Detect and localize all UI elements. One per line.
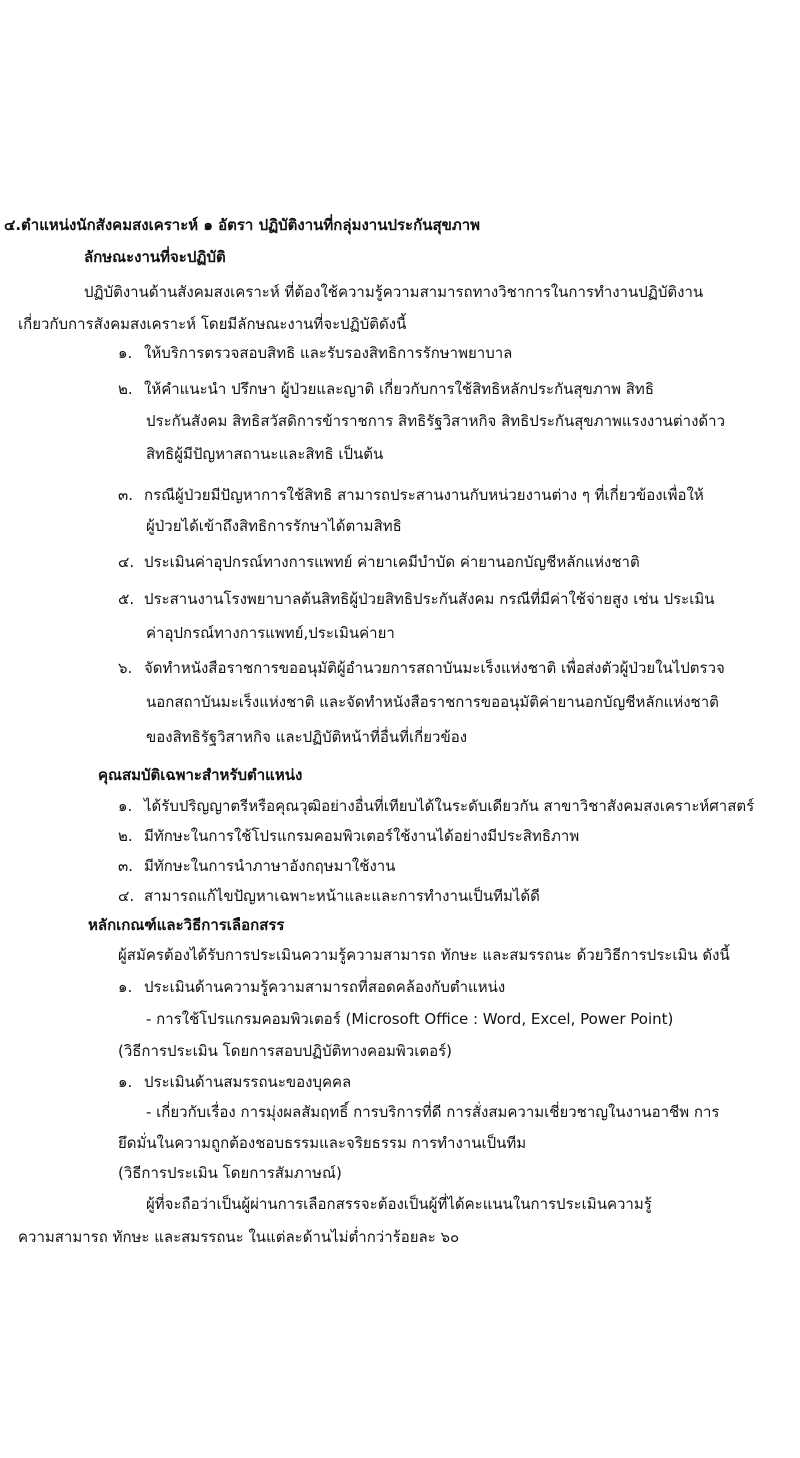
duty-text: กรณีผู้ป่วยมีปัญหาการใช้สิทธิ สามารถประสานงานกับหน่วยงานต่าง ๆ ที่เกี่ยวข้องเพื่อให้ xyxy=(144,486,704,504)
selection-item-1-detail: - การใช้โปรแกรมคอมพิวเตอร์ (Microsoft Office : Word, Excel, Power Point) xyxy=(146,1010,674,1028)
selection-item-2 xyxy=(118,1071,351,1093)
duty-text: ให้คำแนะนำ ปรึกษา ผู้ป่วยและญาติ เกี่ยวกับการใช้สิทธิหลักประกันสุขภาพ สิทธิ xyxy=(144,380,654,398)
selection-item-2-method: (วิธีการประเมิน โดยการสัมภาษณ์) xyxy=(118,1164,342,1182)
duty-text-continued: นอกสถาบันมะเร็งแห่งชาติ และจัดทำหนังสือราชการขออนุมัติค่ายานอกบัญชีหลักแห่งชาติ xyxy=(146,693,719,711)
duty-text-continued: ค่าอุปกรณ์ทางการแพทย์,ประเมินค่ายา xyxy=(146,624,395,642)
duty-text-continued: ของสิทธิรัฐวิสาหกิจ และปฏิบัติหน้าที่อื่นที่เกี่ยวข้อง xyxy=(146,728,468,746)
duty-item-6 xyxy=(118,657,725,679)
selection-item-1-method: (วิธีการประเมิน โดยการสอบปฏิบัติทางคอมพิวเตอร์) xyxy=(118,1042,453,1060)
duty-item-1 xyxy=(118,342,512,364)
selection-number: ๑. xyxy=(118,1073,133,1091)
duty-number: ๒. xyxy=(118,380,133,398)
selection-item-1 xyxy=(118,976,505,998)
section-heading: ๔.ตำแหน่งนักสังคมสงเคราะห์ ๑ อัตรา ปฏิบัติงานที่กลุ่มงานประกันสุขภาพ xyxy=(4,216,481,234)
duty-number: ๑. xyxy=(118,344,133,362)
qualification-number: ๑. xyxy=(118,797,133,815)
qualification-text: มีทักษะในการใช้โปรแกรมคอมพิวเตอร์ใช้งานได้อย่างมีประสิทธิภาพ xyxy=(144,827,580,845)
qualification-text: ได้รับปริญญาตรีหรือคุณวุฒิอย่างอื่นที่เทียบได้ในระดับเดียวกัน สาขาวิชาสังคมสงเคราะห์ศาสตร์ xyxy=(144,797,755,815)
qualification-item-1 xyxy=(118,795,754,817)
duty-number: ๖. xyxy=(118,659,133,677)
selection-item-title: ประเมินด้านสมรรถนะของบุคคล xyxy=(144,1073,352,1091)
qualification-text: สามารถแก้ไขปัญหาเฉพาะหน้าและและการทำงานเป็นทีมได้ดี xyxy=(144,887,540,905)
duty-text-continued: ประกันสังคม สิทธิสวัสดิการข้าราชการ สิทธิรัฐวิสาหกิจ สิทธิประกันสุขภาพแรงงานต่างด้าว xyxy=(146,412,726,430)
duty-text-continued: สิทธิผู้มีปัญหาสถานะและสิทธิ เป็นต้น xyxy=(146,445,384,463)
duties-title: ลักษณะงานที่จะปฏิบัติ xyxy=(84,248,226,266)
selection-item-title: ประเมินด้านความรู้ความสามารถที่สอดคล้องกับตำแหน่ง xyxy=(144,978,506,996)
qualification-text: มีทักษะในการนำภาษาอังกฤษมาใช้งาน xyxy=(144,857,396,875)
qualification-item-2 xyxy=(118,825,579,847)
duty-text: ประสานงานโรงพยาบาลต้นสิทธิผู้ป่วยสิทธิประกันสังคม กรณีที่มีค่าใช้จ่ายสูง เช่น ประเมิน xyxy=(144,590,715,608)
selection-number: ๑. xyxy=(118,978,133,996)
duty-number: ๕. xyxy=(118,590,135,608)
duty-number: ๔. xyxy=(118,553,135,571)
qualification-number: ๓. xyxy=(118,857,134,875)
duty-item-5 xyxy=(118,588,714,610)
qualification-number: ๒. xyxy=(118,827,133,845)
qualification-item-3 xyxy=(118,855,395,877)
qualifications-title: คุณสมบัติเฉพาะสำหรับตำแหน่ง xyxy=(98,766,303,784)
selection-intro: ผู้สมัครต้องได้รับการประเมินความรู้ความสามารถ ทักษะ และสมรรถนะ ด้วยวิธีการประเมิน ดังนี้ xyxy=(118,946,730,964)
selection-item-2-detail-continued: ยึดมั่นในความถูกต้องชอบธรรมและจริยธรรม การทำงานเป็นทีม xyxy=(118,1134,527,1152)
duties-intro-line-2: เกี่ยวกับการสังคมสงเคราะห์ โดยมีลักษณะงานที่จะปฏิบัติดังนี้ xyxy=(18,315,407,333)
pass-criteria-line-1: ผู้ที่จะถือว่าเป็นผู้ผ่านการเลือกสรรจะต้องเป็นผู้ที่ได้คะแนนในการประเมินความรู้ xyxy=(146,1195,652,1213)
duty-number: ๓. xyxy=(118,486,134,504)
qualification-number: ๔. xyxy=(118,887,135,905)
qualification-item-4 xyxy=(118,885,540,907)
duty-text-continued: ผู้ป่วยได้เข้าถึงสิทธิการรักษาได้ตามสิทธิ xyxy=(146,517,402,535)
selection-title: หลักเกณฑ์และวิธีการเลือกสรร xyxy=(88,916,285,934)
pass-criteria-line-2: ความสามารถ ทักษะ และสมรรถนะ ในแต่ละด้านไม่ต่ำกว่าร้อยละ ๖๐ xyxy=(18,1228,460,1246)
duty-text: จัดทำหนังสือราชการขออนุมัติผู้อำนวยการสถาบันมะเร็งแห่งชาติ เพื่อส่งตัวผู้ป่วยในไปตรวจ xyxy=(144,659,725,677)
duties-intro-line-1: ปฏิบัติงานด้านสังคมสงเคราะห์ ที่ต้องใช้ความรู้ความสามารถทางวิชาการในการทำงานปฏิบัติงาน xyxy=(84,283,704,301)
duty-item-2 xyxy=(118,378,654,400)
duty-text: ประเมินค่าอุปกรณ์ทางการแพทย์ ค่ายาเคมีบำบัด ค่ายานอกบัญชีหลักแห่งชาติ xyxy=(144,553,640,571)
selection-item-2-detail: - เกี่ยวกับเรื่อง การมุ่งผลสัมฤทธิ์ การบริการที่ดี การสั่งสมความเชี่ยวชาญในงานอาชีพ การ xyxy=(146,1103,720,1121)
duty-item-4 xyxy=(118,551,640,573)
duty-item-3 xyxy=(118,484,704,506)
duty-text: ให้บริการตรวจสอบสิทธิ และรับรองสิทธิการรักษาพยาบาล xyxy=(144,344,513,362)
